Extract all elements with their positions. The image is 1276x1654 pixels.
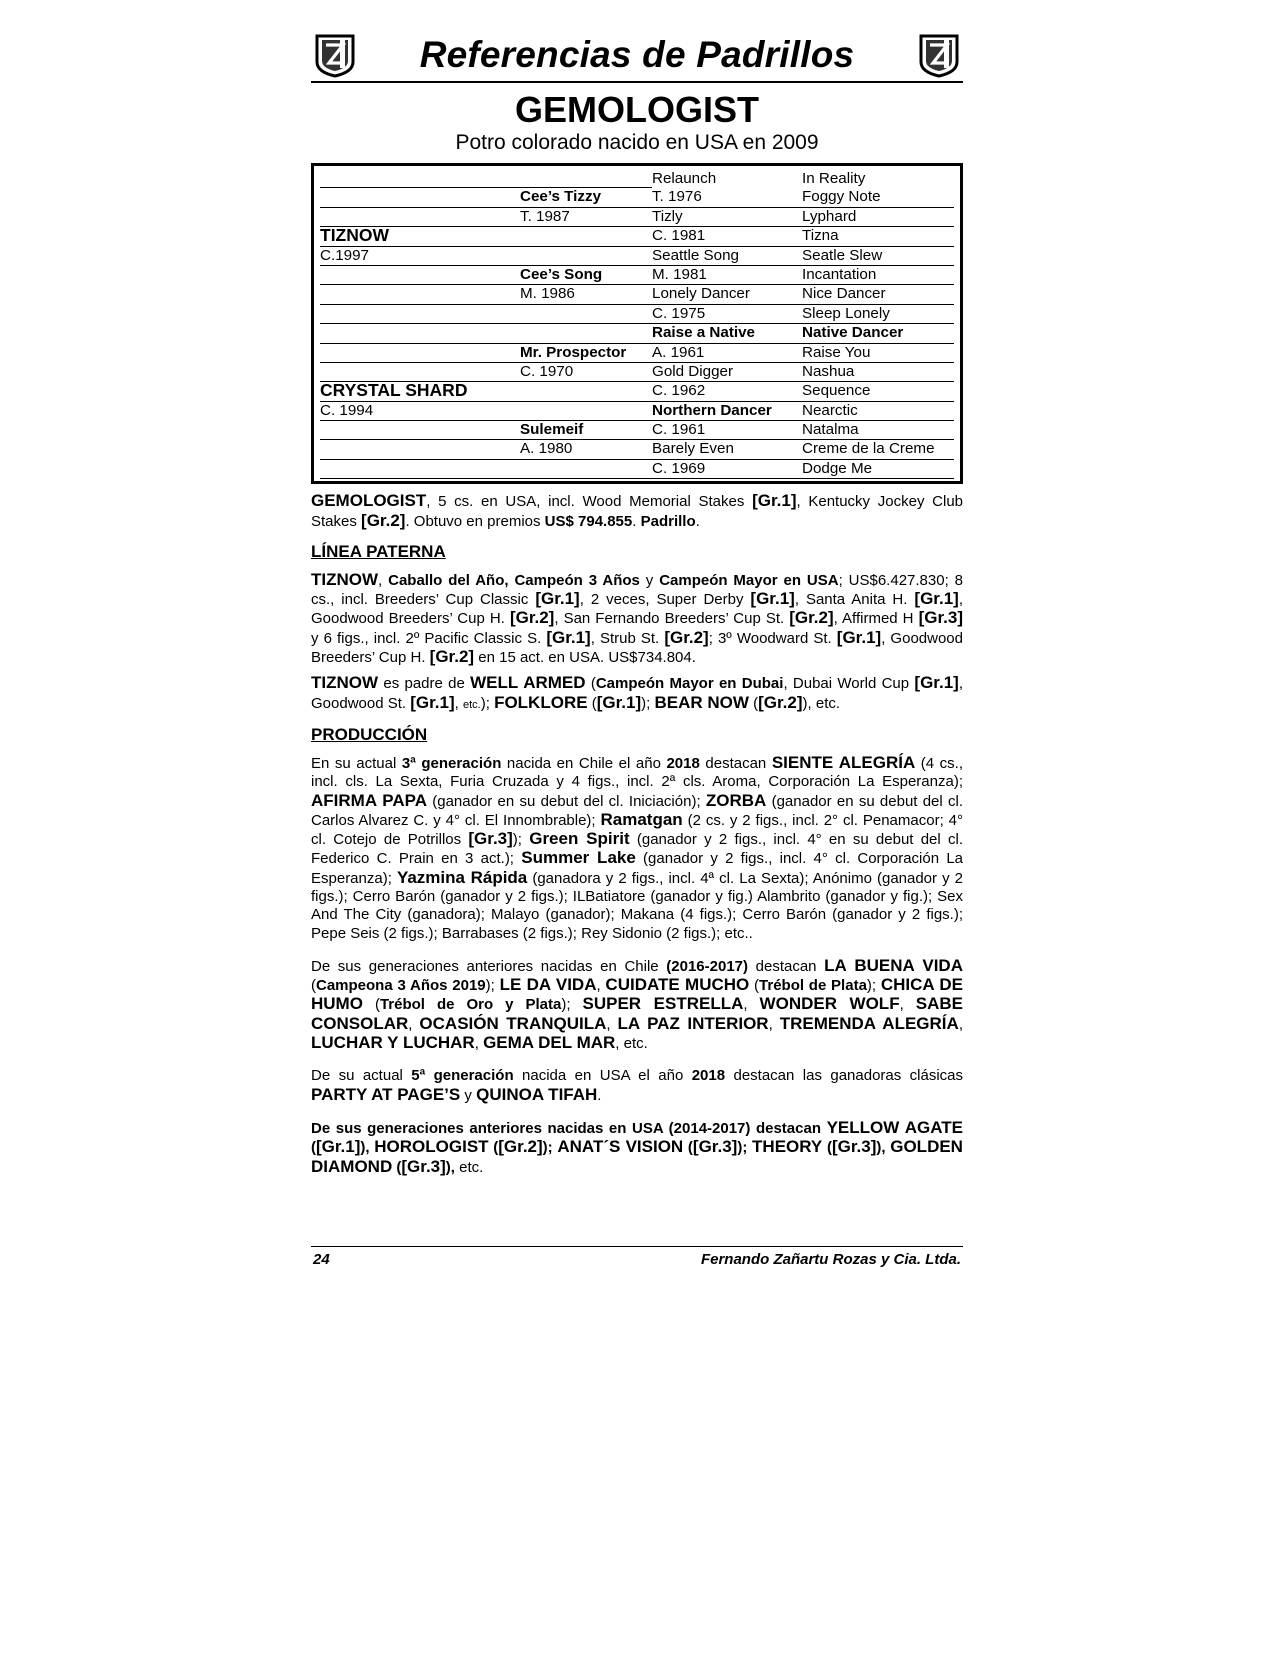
ped-cell: C. 1969 [652,460,802,479]
page-footer [313,1251,961,1268]
horse-subtitle: Potro colorado nacido en USA en 2009 [455,131,819,154]
pedigree-row [320,188,954,207]
ped-cell: M. 1986 [520,285,652,304]
pedigree-row [320,440,954,459]
ped-cell: C. 1961 [652,421,802,440]
production-usa-current: De su actual 5ª generación nacida en USA el año 2018 destacan las ganadoras clásicas PARTY AT PAGE’S y QUINOA TIFAH. [311,1067,964,1104]
ped-cell [320,169,520,188]
ped-cell: TIZNOW [320,227,520,246]
ped-cell [520,324,652,343]
pedigree-row [320,247,954,266]
pedigree-row [320,363,954,382]
ped-cell: Sequence [802,382,954,401]
horse-name: GEMOLOGIST [514,89,759,130]
ped-cell: Nashua [802,363,954,382]
pedigree-row [320,169,954,188]
header-rule [311,81,963,83]
pedigree-row [320,227,954,246]
pedigree-row [320,305,954,324]
horse-summary: GEMOLOGIST, 5 cs. en USA, incl. Wood Memorial Stakes [Gr.1], Kentucky Jockey Club Stakes [Gr.2]. Obtuvo en premios US$ 794.855. Padrillo. [311,491,963,530]
ped-cell [320,421,520,440]
ped-cell [520,227,652,246]
ped-cell: Incantation [802,266,954,285]
page-header [311,28,963,88]
ped-cell: Tizna [802,227,954,246]
ped-cell: Dodge Me [802,460,954,479]
sire-progeny: TIZNOW es padre de WELL ARMED (Campeón Mayor en Dubai, Dubai World Cup [Gr.1], Goodwood St. [Gr.1], etc.); FOLKLORE ([Gr.1]); BEAR NOW ([Gr.2]), etc. [311,673,963,712]
ped-cell: Nice Dancer [802,285,954,304]
production-usa-previous: De sus generaciones anteriores nacidas en USA (2014-2017) destacan YELLOW AGATE ([Gr.1]), HOROLOGIST ([Gr.2]); ANAT´S VISION ([Gr.3]); THEORY ([Gr.3]), GOLDEN DIAMOND ([Gr.3]), etc. [311,1117,964,1176]
ped-cell: Creme de la Creme [802,440,954,459]
production-chile-previous: De sus generaciones anteriores nacidas en Chile (2016-2017) destacan LA BUENA VIDA (Campeona 3 Años 2019); LE DA VIDA, CUIDATE MUCHO (Trébol de Plata); CHICA DE HUMO (Trébol de Oro y Plata); SUPER ESTRELLA, WONDER WOLF, SABE CONSOLAR, OCASIÓN TRANQUILA, LA PAZ INTERIOR, TREMENDA ALEGRÍA, LUCHAR Y LUCHAR, GEMA DEL MAR, etc. [311,955,963,1053]
ped-cell [320,460,520,479]
ped-cell: Lonely Dancer [652,285,802,304]
ped-cell: Cee’s Tizzy [520,188,652,207]
ped-cell [520,305,652,324]
pedigree-row [320,460,954,479]
ped-cell [320,324,520,343]
pedigree-table [311,163,963,484]
ped-cell: Barely Even [652,440,802,459]
pedigree-row [320,324,954,343]
ped-cell: C.1997 [320,247,520,266]
ped-cell: A. 1980 [520,440,652,459]
ped-cell: C. 1962 [652,382,802,401]
ped-cell [320,188,520,207]
ped-cell: Seattle Song [652,247,802,266]
ped-cell: A. 1961 [652,344,802,363]
ped-cell: Raise a Native [652,324,802,343]
pedigree-row [320,402,954,421]
ped-cell [320,266,520,285]
ped-cell: Mr. Prospector [520,344,652,363]
ped-cell [320,285,520,304]
ped-cell: Raise You [802,344,954,363]
ped-cell: Gold Digger [652,363,802,382]
ped-cell [320,344,520,363]
ped-cell: Seatle Slew [802,247,954,266]
ped-cell: M. 1981 [652,266,802,285]
header-title: Referencias de Padrillos [419,34,855,75]
sire-record: TIZNOW, Caballo del Año, Campeón 3 Años y Campeón Mayor en USA; US$6.427.830; 8 cs., incl. Breeders’ Cup Classic [Gr.1], 2 veces, Super Derby [Gr.1], Santa Anita H. [Gr.1], Goodwood Breeders’ Cup H. [Gr.2], San Fernando Breeders’ Cup St. [Gr.2], Affirmed H [Gr.3] y 6 figs., incl. 2º Pacific Classic S. [Gr.1], Strub St. [Gr.2]; 3º Woodward St. [Gr.1], Goodwood Breeders’ Cup H. [Gr.2] en 15 act. en USA. US$734.804. [311,569,963,667]
ped-cell: Native Dancer [802,324,954,343]
ped-cell [520,382,652,401]
ped-cell: Sulemeif [520,421,652,440]
ped-cell [320,363,520,382]
zr-logo-icon [917,32,961,78]
ped-cell [320,208,520,227]
ped-cell: C. 1994 [320,402,520,421]
ped-cell: Lyphard [802,208,954,227]
ped-cell [520,247,652,266]
ped-cell: Nearctic [802,402,954,421]
ped-cell [320,305,520,324]
ped-cell: Northern Dancer [652,402,802,421]
ped-cell: Relaunch [652,170,717,187]
ped-cell: Tizly [652,208,802,227]
ped-cell: C. 1975 [652,305,802,324]
ped-cell: T. 1976 [652,188,802,207]
production-chile-current: En su actual 3ª generación nacida en Chile el año 2018 destacan SIENTE ALEGRÍA (4 cs., incl. cls. La Sexta, Furia Cruzada y 4 figs., incl. 2ª cls. Aroma, Corporación La Esperanza); AFIRMA PAPA (ganador en su debut del cl. Iniciación); ZORBA (ganador en su debut del cl. Carlos Alvarez C. y 4° cl. El Innombrable); Ramatgan (2 cs. y 2 figs., incl. 2° cl. Penamacor; 4° cl. Cotejo de Potrillos [Gr.3]); Green Spirit (ganador y 2 figs., incl. 4° en su debut del cl. Federico C. Prain en 3 act.); Summer Lake (ganador y 2 figs., incl. 4° cl. Corporación La Esperanza); Yazmina Rápida (ganadora y 2 figs., incl. 4ª cl. La Sexta); Anónimo (ganador y 2 figs.); Cerro Barón (ganador y 2 figs.); ILBatiatore (ganador y fig.) Alambrito (ganador y fig.); Sex And The City (ganadora); Malayo (ganador); Makana (4 figs.); Cerro Barón (ganador y 2 figs.); Pepe Seis (2 figs.); Barrabases (2 figs.); Rey Sidonio (2 figs.); etc.. [311,752,964,942]
pedigree-row [320,285,954,304]
footer-company: Fernando Zañartu Rozas y Cia. Ltda. [700,1251,961,1268]
ped-cell: Sleep Lonely [802,305,954,324]
document-page [311,28,963,1177]
pedigree-row [320,208,954,227]
ped-cell [520,169,652,188]
ped-cell: CRYSTAL SHARD [320,382,520,401]
ped-cell: Foggy Note [802,188,954,207]
ped-cell [520,402,652,421]
ped-cell: C. 1981 [652,227,802,246]
ped-cell: Cee’s Song [520,266,652,285]
section-heading-paterna: LÍNEA PATERNA [311,541,446,561]
ped-cell: T. 1987 [520,208,652,227]
ped-cell [320,440,520,459]
ped-cell [520,460,652,479]
page-number: 24 [313,1251,330,1268]
ped-cell: Natalma [802,421,954,440]
footer-rule [311,1246,963,1247]
section-heading-produccion: PRODUCCIÓN [311,724,428,744]
ped-cell: C. 1970 [520,363,652,382]
pedigree-row [320,266,954,285]
pedigree-row [320,344,954,363]
pedigree-row [320,382,954,401]
ped-cell: In Reality [802,170,866,187]
pedigree-row [320,421,954,440]
